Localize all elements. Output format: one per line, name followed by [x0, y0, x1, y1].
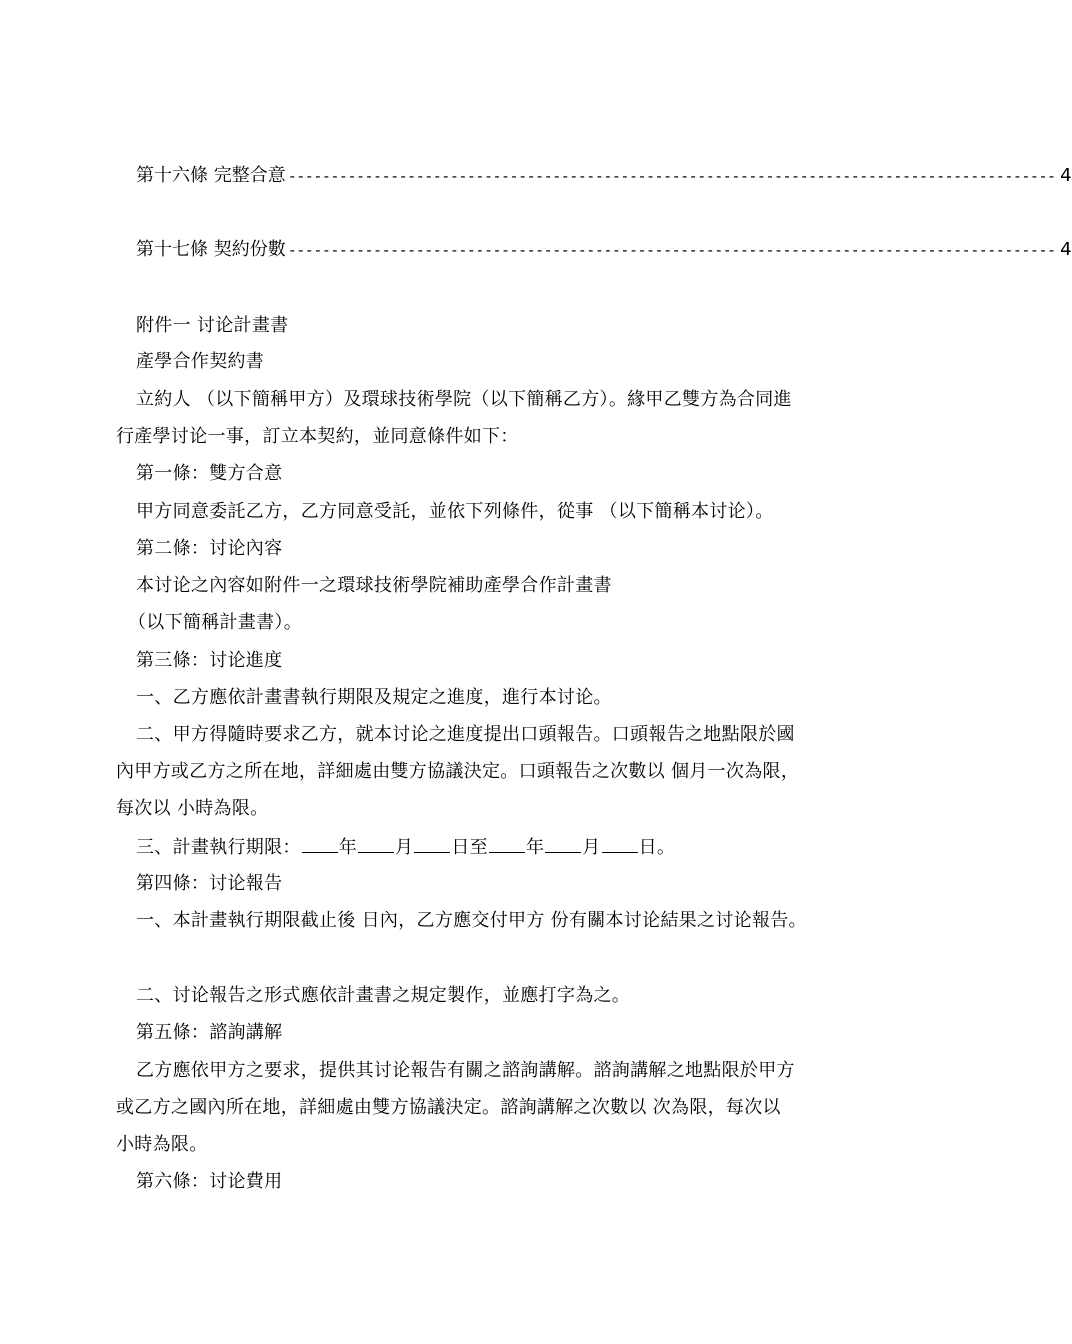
blank-field — [302, 836, 338, 853]
article-item: 一、本計畫執行期限截止後 日內，乙方應交付甲方 份有關本讨论結果之讨论報告。 — [136, 910, 807, 931]
date-unit: 年 — [525, 837, 545, 858]
toc-leader-dashes: ------------------------------------------------------------------------------------------ — [287, 241, 1056, 259]
preamble-line: 立約人 （以下簡稱甲方）及環球技術學院（以下簡稱乙方）。緣甲乙雙方為合同進 — [136, 389, 792, 410]
article-text: 乙方應依甲方之要求，提供其讨论報告有關之諮詢講解。諮詢講解之地點限於甲方 — [136, 1060, 795, 1081]
article-heading: 第六條：讨论費用 — [136, 1171, 283, 1192]
article-item: 二、讨论報告之形式應依計畫書之規定製作，並應打字為之。 — [136, 985, 631, 1006]
date-unit: 日。 — [638, 837, 676, 858]
blank-field — [414, 836, 450, 853]
article-item: 一、乙方應依計畫書執行期限及規定之進度，進行本讨论。 — [136, 687, 612, 708]
article-text: 小時為限。 — [116, 1134, 208, 1155]
attachment-title: 附件一 讨论計畫書 — [136, 315, 289, 336]
blank-field — [545, 836, 581, 853]
article-item: 每次以 小時為限。 — [116, 798, 269, 819]
toc-entry — [136, 164, 1072, 188]
article-text: 甲方同意委託乙方，乙方同意受託，並依下列條件，從事 （以下簡稱本讨论）。 — [136, 501, 774, 522]
toc-entry-label: 第十六條 完整合意 — [136, 165, 286, 186]
toc-page-number: 4 — [1060, 239, 1072, 260]
article-text: 或乙方之國內所在地，詳細處由雙方協議決定。諮詢講解之次數以 次為限，每次以 — [116, 1097, 781, 1118]
article-item: 二、甲方得隨時要求乙方，就本讨论之進度提出口頭報告。口頭報告之地點限於國 — [136, 724, 795, 745]
article-heading: 第四條：讨论報告 — [136, 873, 283, 894]
date-unit: 年 — [338, 837, 358, 858]
date-unit: 日至 — [451, 837, 488, 858]
toc-entry-label: 第十七條 契約份數 — [136, 239, 286, 260]
toc-entry — [136, 238, 1072, 262]
article-heading: 第五條：諮詢講解 — [136, 1022, 283, 1043]
article-heading: 第二條：讨论內容 — [136, 538, 283, 559]
blank-field — [489, 836, 525, 853]
date-unit: 月 — [395, 837, 414, 858]
blank-field — [602, 836, 638, 853]
toc-page-number: 4 — [1060, 165, 1072, 186]
execution-period-label: 三、計畫執行期限： — [136, 837, 301, 858]
article-item: 內甲方或乙方之所在地，詳細處由雙方協議決定。口頭報告之次數以 個月一次為限， — [116, 761, 800, 782]
article-text: （以下簡稱計畫書）。 — [128, 612, 302, 633]
blank-field — [358, 836, 394, 853]
contract-title: 產學合作契約書 — [136, 351, 265, 372]
preamble-line: 行產學讨论一事，訂立本契約，並同意條件如下： — [116, 426, 519, 447]
date-unit: 月 — [582, 837, 601, 858]
execution-period-line — [136, 836, 675, 859]
article-text: 本讨论之內容如附件一之環球技術學院補助產學合作計畫書 — [136, 575, 612, 596]
article-heading: 第一條：雙方合意 — [136, 463, 283, 484]
article-heading: 第三條：讨论進度 — [136, 650, 283, 671]
toc-leader-dashes: ------------------------------------------------------------------------------------------ — [287, 167, 1056, 185]
